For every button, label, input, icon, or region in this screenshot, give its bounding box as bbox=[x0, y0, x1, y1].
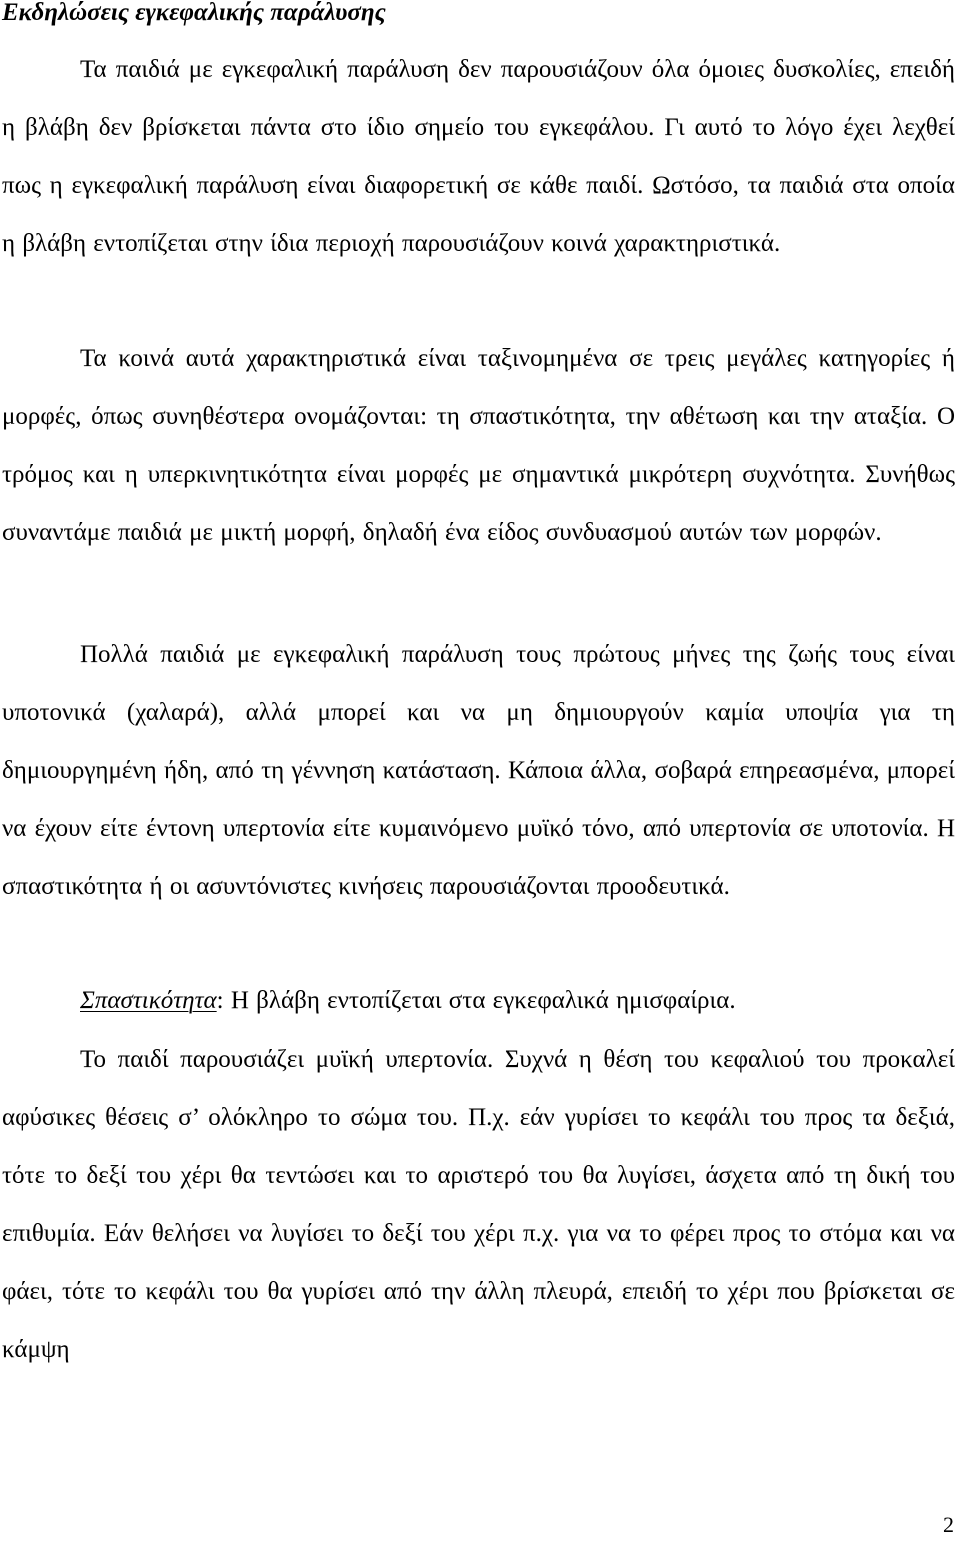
section-heading: Εκδηλώσεις εγκεφαλικής παράλυσης bbox=[2, 0, 386, 26]
spasticity-term: Σπαστικότητα bbox=[80, 987, 217, 1014]
page-number: 2 bbox=[943, 1512, 954, 1537]
paragraph-tone: Πολλά παιδιά με εγκεφαλική παράλυση τους πρώτους μήνες της ζωής τους είναι υποτονικά (χαλαρά), αλλά μπορεί και να μη δημιουργούν καμία υποψία για τη δημιουργημένη ήδη, από τη γέννηση κατάσταση. Κάποια άλλα, σοβαρά επηρεασμένα, μπορεί να έχουν είτε έντονη υπερτονία είτε κυμαινόμενο μυϊκό τόνο, από υπερτονία σε υποτονία. Η σπαστικότητα ή οι ασυντόνιστες κινήσεις παρουσιάζονται προοδευτικά. bbox=[2, 641, 955, 900]
paragraph-intro: Τα παιδιά με εγκεφαλική παράλυση δεν παρουσιάζουν όλα όμοιες δυσκολίες, επειδή η βλάβη δεν βρίσκεται πάντα στο ίδιο σημείο του εγκεφάλου. Γι αυτό το λόγο έχει λεχθεί πως η εγκεφαλική παράλυση είναι διαφορετική σε κάθε παιδί. Ωστόσο, τα παιδιά στα οποία η βλάβη εντοπίζεται στην ίδια περιοχή παρουσιάζουν κοινά χαρακτηριστικά. bbox=[2, 56, 955, 257]
paragraph-spasticity-description: Το παιδί παρουσιάζει μυϊκή υπερτονία. Συχνά η θέση του κεφαλιού του προκαλεί αφύσικες θέσεις σ’ ολόκληρο το σώμα του. Π.χ. εάν γυρίσει το κεφάλι του προς τα δεξιά, τότε το δεξί του χέρι θα τεντώσει και το αριστερό του θα λυγίσει, άσχετα από τη δική του επιθυμία. Εάν θελήσει να λυγίσει το δεξί του χέρι π.χ. για να το φέρει προς το στόμα και να φάει, τότε το κεφάλι του θα γυρίσει από την άλλη πλευρά, επειδή το χέρι που βρίσκεται σε κάμψη bbox=[2, 1046, 955, 1363]
paragraph-categories: Τα κοινά αυτά χαρακτηριστικά είναι ταξινομημένα σε τρεις μεγάλες κατηγορίες ή μορφές, όπως συνηθέστερα ονομάζονται: τη σπαστικότητα, την αθέτωση και την αταξία. Ο τρόμος και η υπερκινητικότητα είναι μορφές με σημαντικά μικρότερη συχνότητα. Συνήθως συναντάμε παιδιά με μικτή μορφή, δηλαδή ένα είδος συνδυασμού αυτών των μορφών. bbox=[2, 345, 955, 546]
spasticity-definition-text: : Η βλάβη εντοπίζεται στα εγκεφαλικά ημισφαίρια. bbox=[216, 987, 736, 1014]
paragraph-spasticity-definition bbox=[2, 972, 955, 1030]
